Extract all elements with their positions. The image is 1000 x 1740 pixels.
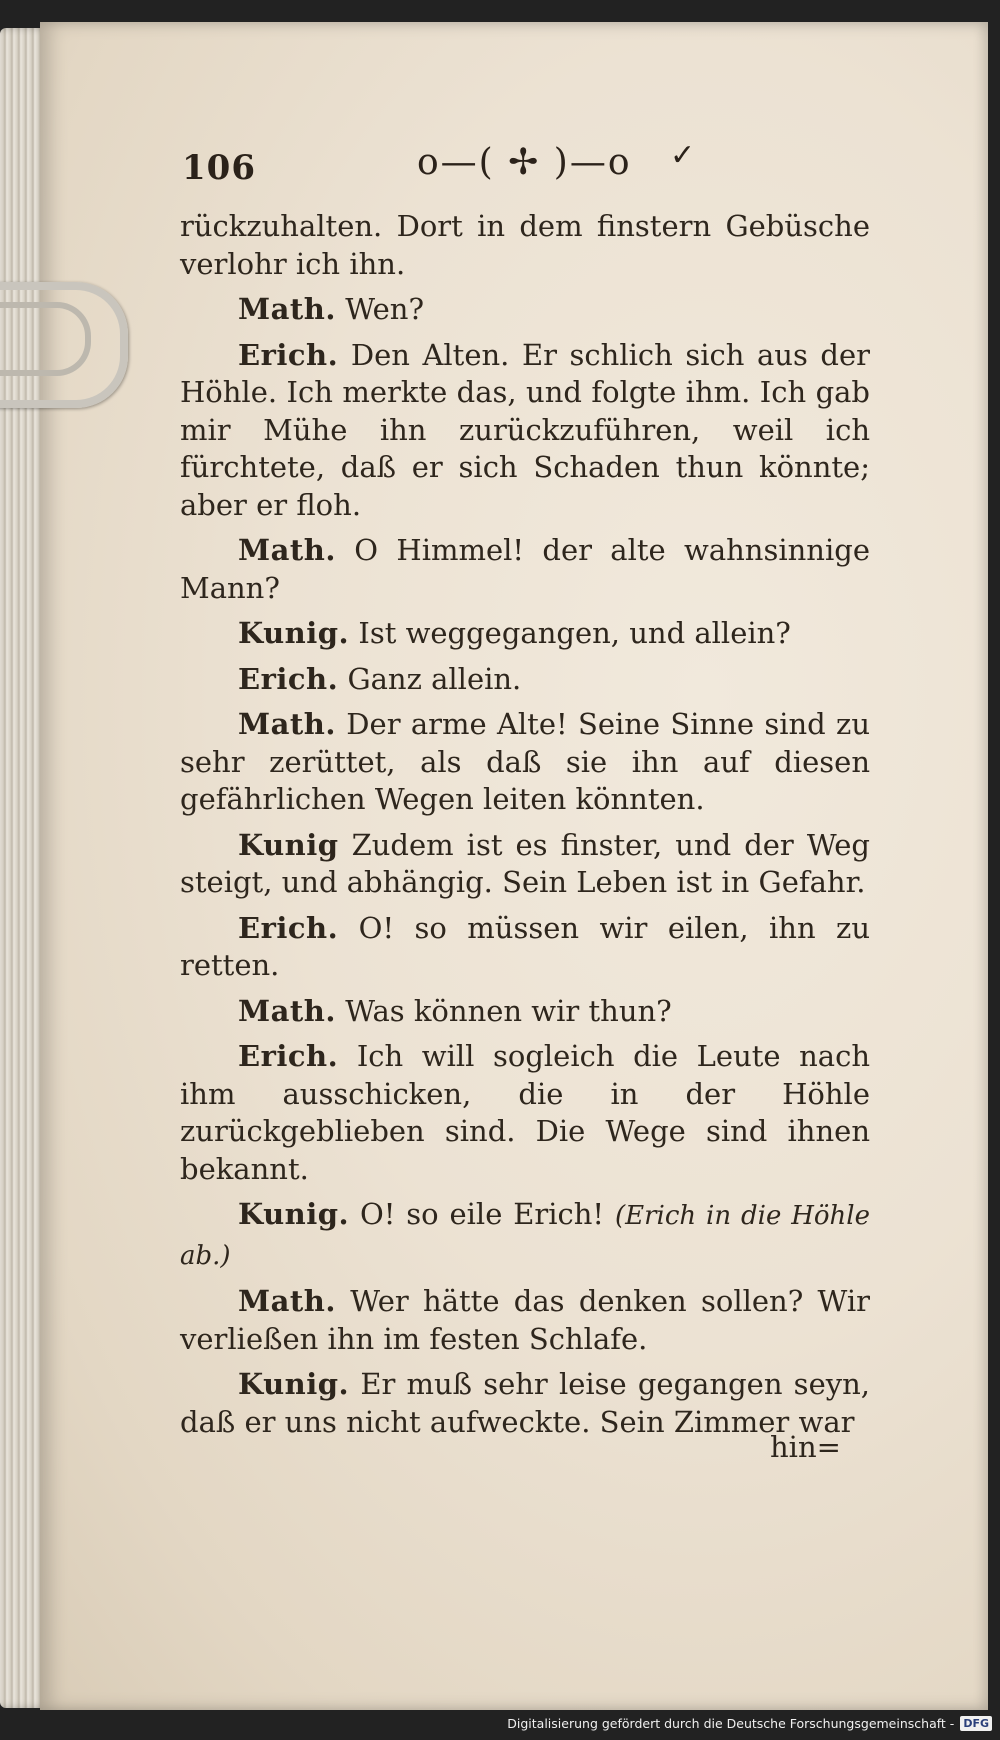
paragraph [180,706,870,819]
speaker-name: Erich. [238,661,339,696]
speaker-name: Erich. [238,337,339,372]
paragraph-text: Den Alten. Er schlich sich aus der Höhle. Ich merkte das, und folgte ihm. Ich gab mir Mühe ihn zurückzuführen, weil ich fürchtete, daß er sich Schaden thun könnte; aber er floh. [180,337,870,522]
speaker-name: Kunig. [238,1197,350,1231]
speaker-name: Erich. [238,1039,339,1073]
paragraph-text: Was können wir thun? [345,993,672,1028]
paragraph-text: Der arme Alte! Seine Sinne sind zu sehr zerüttet, als daß sie ihn auf diesen gefährlichen Wegen leiten könnten. [180,707,871,816]
paragraph [180,993,870,1031]
paragraph-text: rückzuhalten. Dort in dem finstern Gebüsche verlohr ich ihn. [180,209,870,281]
page-number: 106 [182,148,256,188]
paragraph-text: O! so müssen wir eilen, ihn zu retten. [180,910,870,982]
paragraph [180,827,870,902]
digitization-credit [507,1712,992,1734]
paragraph [180,1366,870,1441]
paragraph [180,291,870,329]
speaker-name: Math. [238,292,336,326]
paragraph [180,1196,870,1275]
stage-direction: (Erich in die Höhle ab.) [180,1201,871,1271]
running-header [182,138,882,198]
paragraph-text: Wer hätte das denken sollen? Wir verließen ihn im festen Schlafe. [180,1284,870,1356]
speaker-name: Kunig [238,827,339,862]
paragraph [180,532,870,607]
credit-text: Digitalisierung gefördert durch die Deutsche Forschungsgemeinschaft - [507,1715,955,1731]
paragraph [180,1038,870,1188]
speaker-name: Erich. [238,910,339,945]
paragraph [180,208,870,283]
paragraph [180,615,870,653]
paragraph-text: Ist weggegangen, und allein? [358,616,791,650]
paragraph-text: Ganz allein. [347,661,522,696]
paper-clip-inner [0,302,91,376]
speaker-name: Math. [238,707,336,741]
paragraph [180,1283,870,1358]
paragraph-text: Wen? [345,292,425,326]
paragraph [180,910,870,985]
body-text [180,208,870,1449]
catchword: hin= [770,1430,841,1464]
header-mark: ✓ [670,138,696,173]
speaker-name: Kunig. [238,616,350,650]
paragraph [180,337,870,525]
paragraph-text: O Himmel! der alte wahnsinnige Mann? [180,533,870,605]
paragraph [180,661,870,699]
speaker-name: Math. [238,1284,336,1318]
paragraph-text: O! so eile Erich! [360,1197,605,1231]
speaker-name: Kunig. [238,1367,350,1401]
paragraph-text: Zudem ist es finster, und der Weg steigt, und abhängig. Sein Leben ist in Gefahr. [180,827,870,899]
paragraph-text: Er muß sehr leise gegangen seyn, daß er uns nicht aufweckte. Sein Zimmer war [180,1367,871,1439]
dfg-logo-icon: DFG [960,1716,992,1731]
paragraph-text: Ich will sogleich die Leute nach ihm ausschicken, die in der Höhle zurückgeblieben sind. Die Wege sind ihnen bekannt. [180,1039,871,1186]
speaker-name: Math. [238,533,336,567]
header-ornament: o—( ✢ )—o [417,142,632,183]
speaker-name: Math. [238,993,336,1028]
